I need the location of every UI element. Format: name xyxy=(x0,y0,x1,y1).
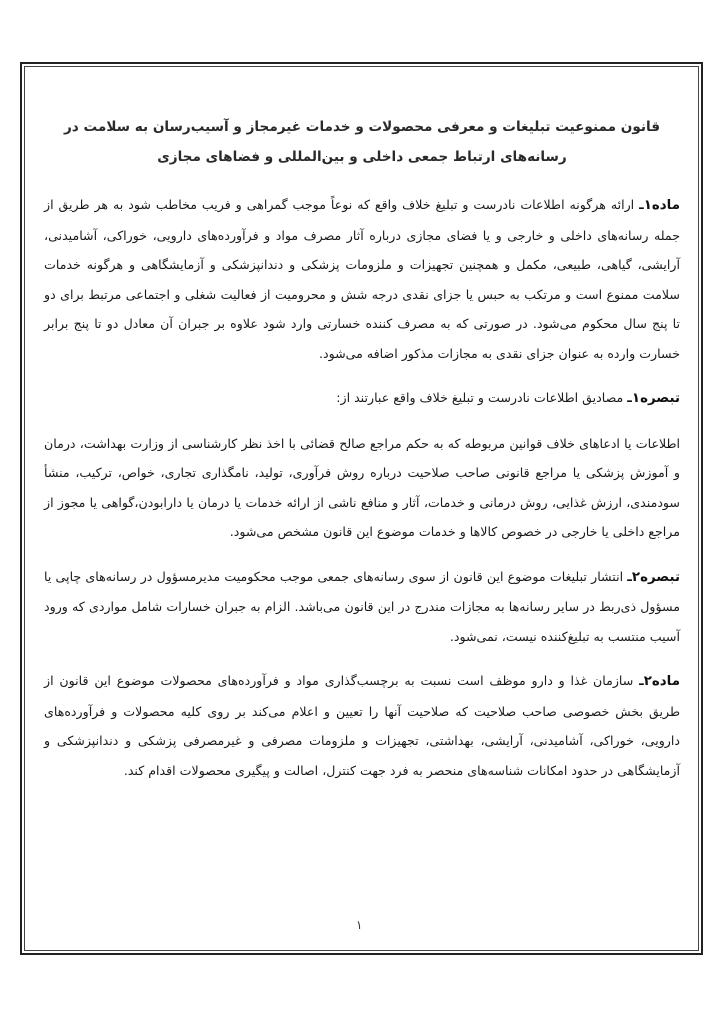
note-2 xyxy=(44,562,680,652)
article-1-label: ماده۱ـ xyxy=(639,198,680,213)
article-2-label: ماده۲ـ xyxy=(639,674,680,689)
page-number: ۱ xyxy=(356,918,363,932)
article-1 xyxy=(44,190,680,368)
note-2-text: انتشار تبلیغات موضوع این قانون از سوی رسانه‌های جمعی موجب محکومیت مدیرمسؤول در رسانه‌های چاپی یا مسؤول ذی‌ربط در سایر رسانه‌ها به مجازات مندرج در این قانون می‌باشد. الزام به جبران خسارات شامل مواردی که ورود آسیب منتسب به تبلیغ‌کننده نیست، نمی‌شود. xyxy=(44,568,680,644)
document-title xyxy=(44,112,680,172)
document-body xyxy=(44,112,680,800)
note-1-body: اطلاعات یا ادعاهای خلاف قوانین مربوطه که به حکم مراجع صالح قضائی با اخذ نظر کارشناسی از وزارت بهداشت، درمان و آموزش پزشکی یا مراجع قانونی صاحب صلاحیت درباره روش فرآوری، تولید، نامگذاری تجاری، خواص، ترکیب، منشأ سودمندی، ارزش غذایی، روش درمانی و خدمات، آثار و منافع ناشی از ارائه خدمات یا درمان یا دارابودن،گواهی یا مجوز از مراجع داخلی یا خارجی در خصوص کالاها و خدمات موضوع این قانون مشخص می‌شود. xyxy=(44,435,680,539)
note-1-heading xyxy=(44,383,680,414)
title-line-1: قانون ممنوعیت تبلیغات و معرفی محصولات و خدمات غیرمجاز و آسیب‌رسان به سلامت در xyxy=(63,119,660,135)
note-1-label: تبصره۱ـ xyxy=(627,391,680,406)
article-1-text: ارائه هرگونه اطلاعات نادرست و تبلیغ خلاف واقع که نوعاً موجب گمراهی و فریب مخاطب شود به هر طریق از جمله رسانه‌های داخلی و خارجی و یا فضای مجازی درباره آثار مصرف مواد و فرآورده‌های دارویی، خوراکی، آشامیدنی، آرایشی، گیاهی، طبیعی، مکمل و همچنین تجهیزات و ملزومات پزشکی و دندانپزشکی و آزمایشگاهی و هرگونه خدمات سلامت ممنوع است و مرتکب به حبس یا جزای نقدی درجه شش و محرومیت از فعالیت شغلی و اجتماعی مرتبط برای دو تا پنج سال محکوم می‌شود. در صورتی که به مصرف کننده خسارتی وارد شود علاوه بر جبران آن معادل دو تا پنج برابر خسارت وارده به عنوان جزای نقدی به مجازات مذکور اضافه می‌شود. xyxy=(44,197,680,361)
note-1-text: مصادیق اطلاعات نادرست و تبلیغ خلاف واقع عبارتند از: xyxy=(336,390,628,405)
article-2-text: سازمان غذا و دارو موظف است نسبت به برچسب‌گذاری مواد و فرآورده‌های محصولات موضوع این قانون از طریق بخش خصوصی صاحب صلاحیت که صلاحیت آنها را تعیین و اعلام می‌کند بر روی کلیه محصولات و فرآورده‌های دارویی، خوراکی، آشامیدنی، آرایشی، بهداشتی، تجهیزات و ملزومات مصرفی و غیرمصرفی پزشکی و دندانپزشکی و آزمایشگاهی در حدود امکانات شناسه‌های منحصر به فرد جهت کنترل، اصالت و پیگیری محصولات اقدام کند. xyxy=(44,673,680,778)
title-line-2: رسانه‌های ارتباط جمعی داخلی و بین‌المللی و فضاهای مجازی xyxy=(157,149,567,165)
article-2 xyxy=(44,666,680,785)
note-2-label: تبصره۲ـ xyxy=(627,569,680,585)
